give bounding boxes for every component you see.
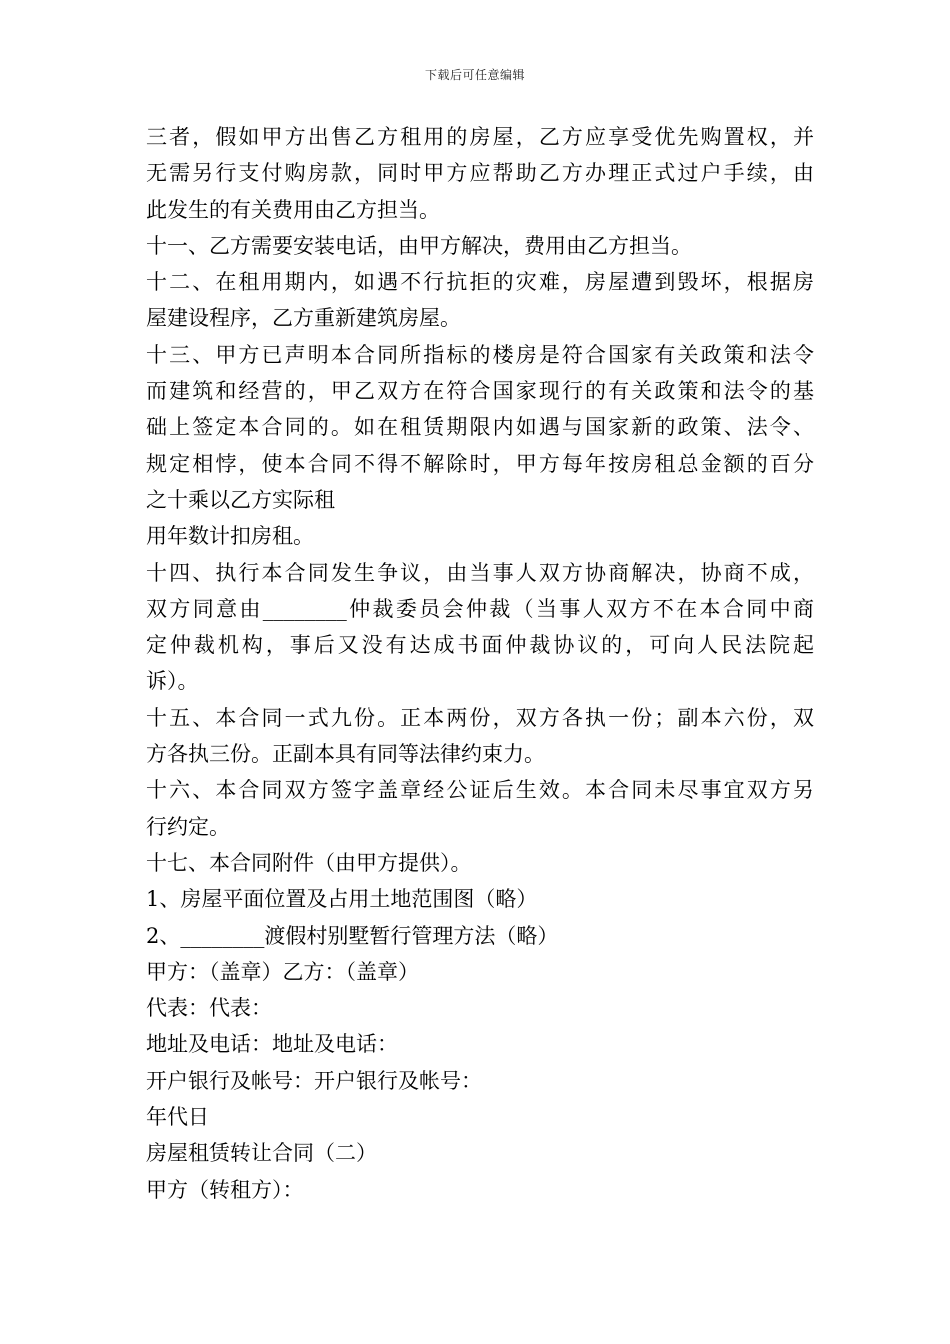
section-title: 房屋租赁转让合同（二）: [146, 1141, 377, 1166]
text-line: 代表：代表：: [146, 996, 272, 1021]
text-line: 而建筑和经营的，甲乙双方在符合国家现行的有关政策和法令的基: [146, 379, 814, 404]
text-line: 开户银行及帐号：开户银行及帐号：: [146, 1068, 482, 1093]
text-line: 十五、本合同一式九份。正本两份，双方各执一份；副本六份，双: [146, 705, 814, 730]
text-line: 用年数计扣房租。: [146, 524, 314, 549]
text-line: 十一、乙方需要安装电话，由甲方解决，费用由乙方担当。: [146, 233, 692, 258]
text-line: 十二、在租用期内，如遇不行抗拒的灾难，房屋遭到毁坏，根据房: [146, 270, 814, 295]
text-line: 地址及电话：地址及电话：: [146, 1032, 398, 1057]
text-line: 十四、执行本合同发生争议，由当事人双方协商解决，协商不成，: [146, 560, 814, 585]
text-line: 十三、甲方已声明本合同所指标的楼房是符合国家有关政策和法令: [146, 342, 814, 367]
page-header: 下载后可任意编辑: [424, 68, 525, 82]
text-line: 定仲裁机构，事后又没有达成书面仲裁协议的，可向人民法院起: [146, 633, 814, 658]
text-line: 甲方（转租方）：: [146, 1177, 304, 1202]
document-body: [146, 119, 814, 1208]
text-line: 此发生的有关费用由乙方担当。: [146, 197, 440, 222]
text-line: 十七、本合同附件（由甲方提供）。: [146, 850, 472, 875]
text-line: 双方同意由________仲裁委员会仲裁（当事人双方不在本合同中商: [146, 596, 814, 621]
text-line: 屋建设程序，乙方重新建筑房屋。: [146, 306, 461, 331]
text-line: 行约定。: [146, 814, 230, 839]
text-line: 础上签定本合同的。如在租赁期限内如遇与国家新的政策、法令、: [146, 415, 814, 440]
text-line: 三者，假如甲方出售乙方租用的房屋，乙方应享受优先购置权，并: [146, 125, 814, 149]
text-line: 诉）。: [146, 669, 199, 694]
text-line: 年代日: [146, 1105, 209, 1130]
text-line: 之十乘以乙方实际租: [146, 487, 335, 512]
text-line: 2、________渡假村别墅暂行管理方法（略）: [146, 923, 559, 948]
text-line: 甲方：（盖章）乙方：（盖章）: [146, 959, 419, 984]
text-line: 方各执三份。正副本具有同等法律约束力。: [146, 742, 545, 767]
text-line: 1、房屋平面位置及占用土地范围图（略）: [146, 887, 538, 912]
text-line: 规定相悖，使本合同不得不解除时，甲方每年按房租总金额的百分: [146, 451, 814, 476]
text-line: 无需另行支付购房款，同时甲方应帮助乙方办理正式过户手续，由: [146, 161, 814, 186]
text-line: 十六、本合同双方签字盖章经公证后生效。本合同未尽事宜双方另: [146, 778, 814, 803]
